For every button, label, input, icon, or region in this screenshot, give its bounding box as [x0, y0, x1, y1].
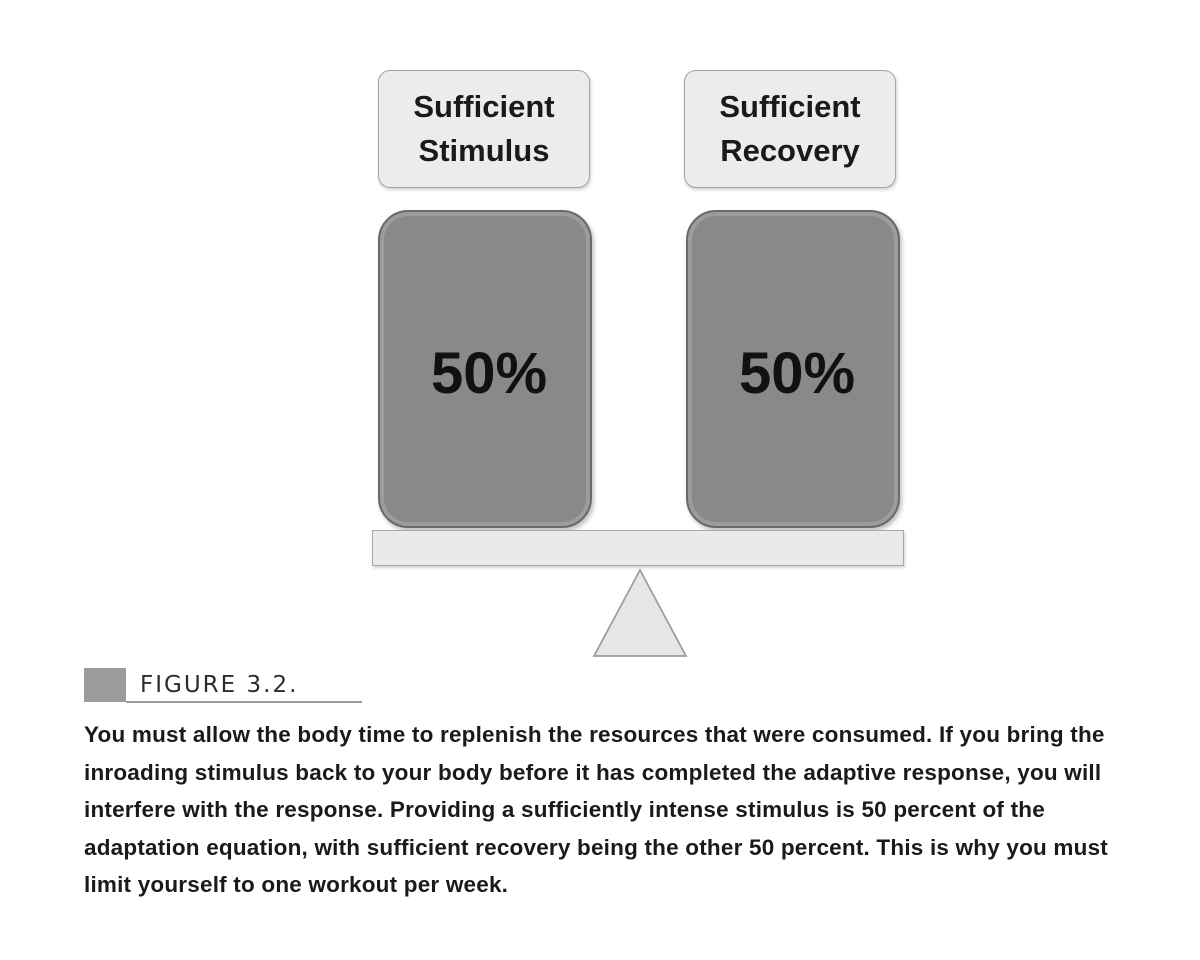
recovery-percentage: 50% [738, 340, 856, 406]
sufficient-stimulus-label-box [378, 70, 590, 188]
stimulus-weight-block [378, 210, 592, 528]
figure-label: FIGURE 3.2. [140, 672, 299, 698]
sufficient-recovery-label: Sufficient Recovery [719, 89, 861, 168]
sufficient-recovery-label-box [684, 70, 896, 188]
figure-caption: You must allow the body time to replenish the resources that were consumed. If you bring the inroading stimulus back to your body before it has completed the adaptive response, you will interfere with the response. Providing a sufficiently intense stimulus is 50 percent of the adaptation equation, with sufficient recovery being the other 50 percent. This is why you must limit yourself to one workout per week. [84, 722, 1108, 897]
fulcrum-triangle [590, 568, 690, 658]
figure-rule [126, 701, 362, 703]
sufficient-stimulus-label: Sufficient Stimulus [413, 89, 555, 168]
figure-marker [84, 668, 126, 702]
stimulus-percentage: 50% [430, 340, 548, 406]
recovery-weight-block [686, 210, 900, 528]
balance-beam [372, 530, 904, 566]
